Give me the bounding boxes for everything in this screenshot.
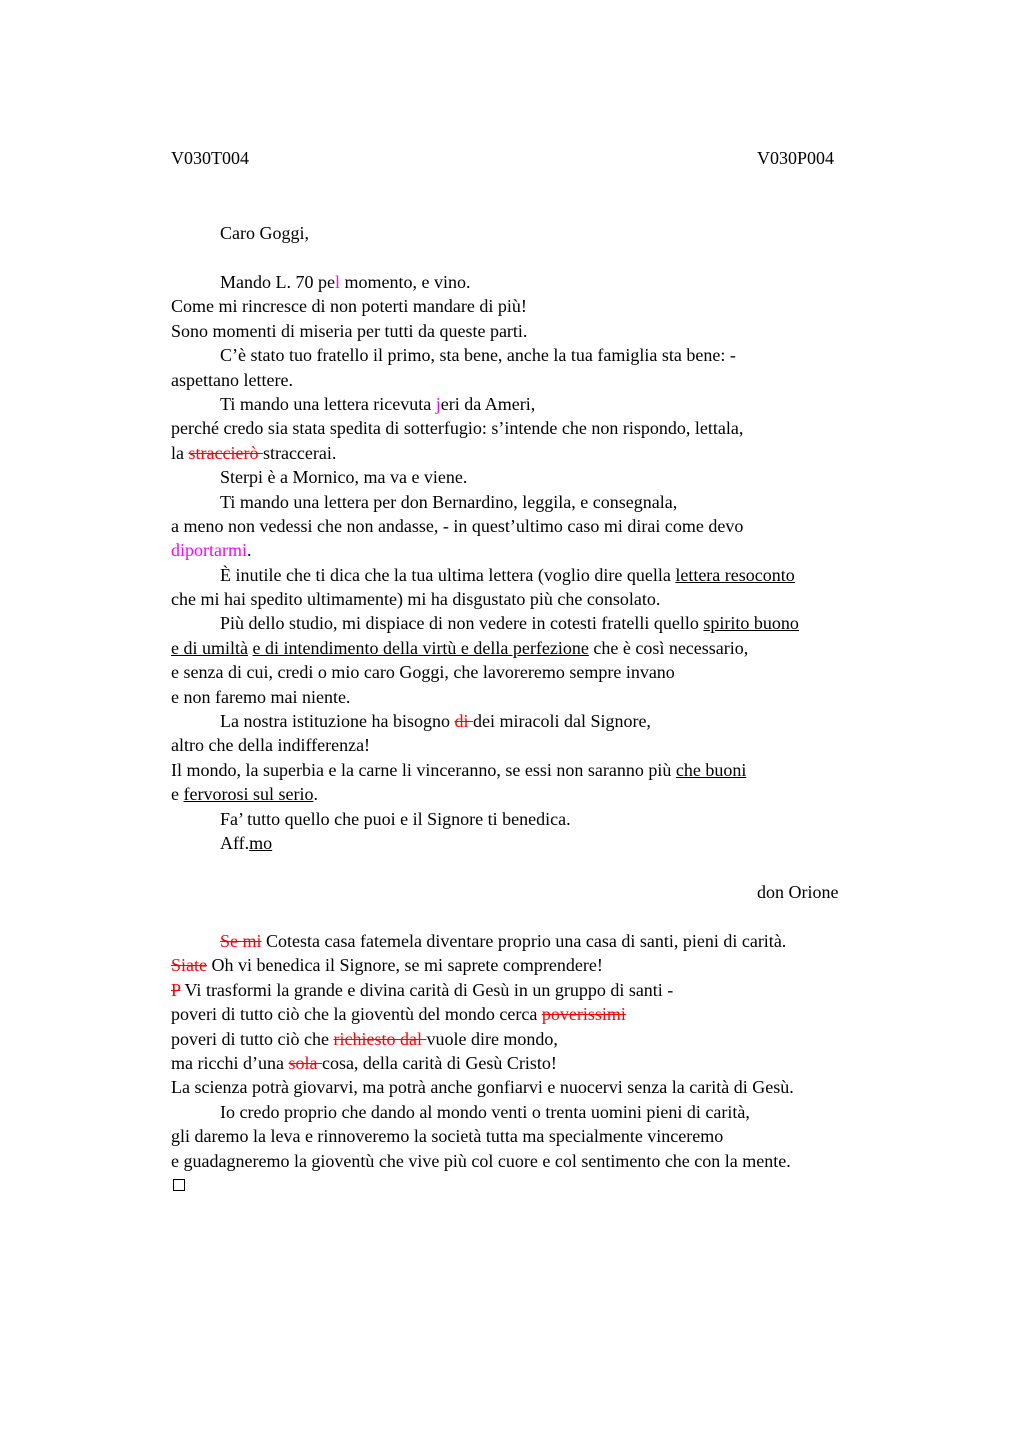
- text-run: poveri di tutto ciò che la gioventù del mondo cerca: [171, 1004, 542, 1025]
- underlined-text: e di umiltà: [171, 637, 248, 658]
- text-run: Vi trasformi la grande e divina carità di Gesù in un gruppo di santi -: [180, 979, 674, 1000]
- letter-line: [171, 758, 911, 782]
- letter-line: e non faremo mai niente.: [171, 686, 351, 707]
- text-run: che è così necessario,: [588, 637, 749, 658]
- letter-line: Come mi rincresce di non poterti mandare di più!: [171, 296, 527, 317]
- deletion-mark: straccierò: [188, 442, 263, 463]
- text-run: La nostra istituzione ha bisogno: [220, 711, 455, 732]
- letter-line: Fa’ tutto quello che puoi e il Signore ti benedica.: [220, 808, 571, 829]
- text-run: Più dello studio, mi dispiace di non vedere in cotesti fratelli quello: [220, 613, 704, 634]
- text-run: la: [171, 442, 189, 463]
- postscript-line: [171, 1051, 911, 1075]
- text-run: Il mondo, la superbia e la carne li vinceranno, se essi non saranno più: [171, 759, 676, 780]
- letter-line: [171, 270, 911, 294]
- underlined-text: che buoni: [675, 759, 747, 780]
- letter-line: Sono momenti di miseria per tutti da queste parti.: [171, 320, 528, 341]
- text-run: .: [313, 784, 318, 805]
- text-run: Mando L. 70 pe: [220, 272, 335, 292]
- text-run: Cotesta casa fatemela diventare proprio una casa di santi, pieni di carità.: [261, 931, 787, 951]
- letter-line: perché credo sia stata spedita di sotterfugio: s’intende che non rispondo, lettala,: [171, 418, 744, 439]
- deletion-mark: Se mi: [220, 931, 262, 951]
- letter-line: [171, 636, 911, 660]
- text-run: dei miracoli dal Signore,: [472, 711, 651, 732]
- letter-line: che mi hai spedito ultimamente) mi ha disgustato più che consolato.: [171, 589, 661, 610]
- text-run: Ti mando una lettera ricevuta: [220, 393, 436, 414]
- salutation: Caro Goggi,: [220, 223, 309, 243]
- end-marker-line: [171, 1173, 911, 1197]
- letter-line: [171, 563, 911, 587]
- insertion-mark: l: [334, 272, 340, 292]
- postscript-line: [171, 953, 911, 977]
- letter-line: [171, 538, 911, 562]
- postscript-line: [171, 929, 911, 953]
- postscript-line: [171, 1002, 911, 1026]
- text-run: poveri di tutto ciò che: [171, 1028, 334, 1049]
- postscript-line: [171, 978, 911, 1002]
- insertion-mark: j: [435, 393, 441, 414]
- letter-line: [171, 441, 911, 465]
- deletion-mark: sola: [288, 1052, 322, 1073]
- text-run: vuole dire mondo,: [426, 1028, 558, 1049]
- underlined-text: e di intendimento della virtù e della perfezione: [252, 637, 589, 658]
- letter-line: altro che della indifferenza!: [171, 735, 371, 756]
- document-code-right: V030P004: [757, 148, 835, 168]
- deletion-mark: P: [171, 979, 181, 1000]
- closing-line: [171, 831, 911, 855]
- text-run: eri da Ameri,: [440, 393, 536, 414]
- text-run: cosa, della carità di Gesù Cristo!: [321, 1052, 557, 1073]
- text-run: e: [171, 784, 184, 805]
- postscript-line: [171, 1027, 911, 1051]
- text-run: Oh vi benedica il Signore, se mi saprete comprendere!: [207, 955, 603, 976]
- underlined-text: mo: [249, 832, 273, 853]
- text-run: .: [246, 540, 252, 561]
- letter-body: [171, 270, 911, 855]
- letter-line: aspettano lettere.: [171, 369, 293, 390]
- postscript-line: e guadagneremo la gioventù che vive più col cuore e col sentimento che con la mente.: [171, 1150, 791, 1171]
- insertion-mark: diportarmi: [171, 540, 247, 561]
- letter-line: C’è stato tuo fratello il primo, sta bene, anche la tua famiglia sta bene: -: [220, 345, 736, 366]
- underlined-text: fervorosi sul serio: [183, 784, 314, 805]
- text-run: ma ricchi d’una: [171, 1052, 289, 1073]
- signature: don Orione: [757, 882, 839, 902]
- text-run: straccerai.: [262, 442, 337, 463]
- underlined-text: spirito buono: [703, 613, 799, 634]
- letter-line: e senza di cui, credi o mio caro Goggi, che lavoreremo sempre invano: [171, 662, 675, 683]
- text-run: È inutile che ti dica che la tua ultima lettera (voglio dire quella: [220, 564, 676, 585]
- postscript-line: gli daremo la leva e rinnoveremo la società tutta ma specialmente vinceremo: [171, 1126, 724, 1147]
- end-of-document-box-icon: [173, 1179, 185, 1191]
- document-code-left: V030T004: [171, 148, 249, 168]
- postscript-line: Io credo proprio che dando al mondo venti o trenta uomini pieni di carità,: [220, 1101, 750, 1122]
- letter-line: Ti mando una lettera per don Bernardino, leggila, e consegnala,: [220, 491, 678, 512]
- text-run: Aff.: [220, 832, 250, 853]
- letter-line: [171, 611, 911, 635]
- deletion-mark: Siate: [171, 955, 207, 976]
- postscript-line: La scienza potrà giovarvi, ma potrà anche gonfiarvi e nuocervi senza la carità di Gesù.: [171, 1077, 794, 1098]
- letter-line: a meno non vedessi che non andasse, - in quest’ultimo caso mi dirai come devo: [171, 515, 744, 536]
- underlined-text: lettera resoconto: [675, 564, 795, 585]
- text-run: momento, e vino.: [340, 272, 471, 292]
- postscript: [171, 929, 911, 1197]
- deletion-mark: richiesto dal: [333, 1028, 427, 1049]
- letter-line: [171, 392, 911, 416]
- letter-line: [171, 709, 911, 733]
- letter-line: [171, 782, 911, 806]
- letter-line: Sterpi è a Mornico, ma va e viene.: [220, 467, 468, 488]
- deletion-mark: poverissimi: [541, 1004, 626, 1025]
- deletion-mark: di: [454, 711, 473, 732]
